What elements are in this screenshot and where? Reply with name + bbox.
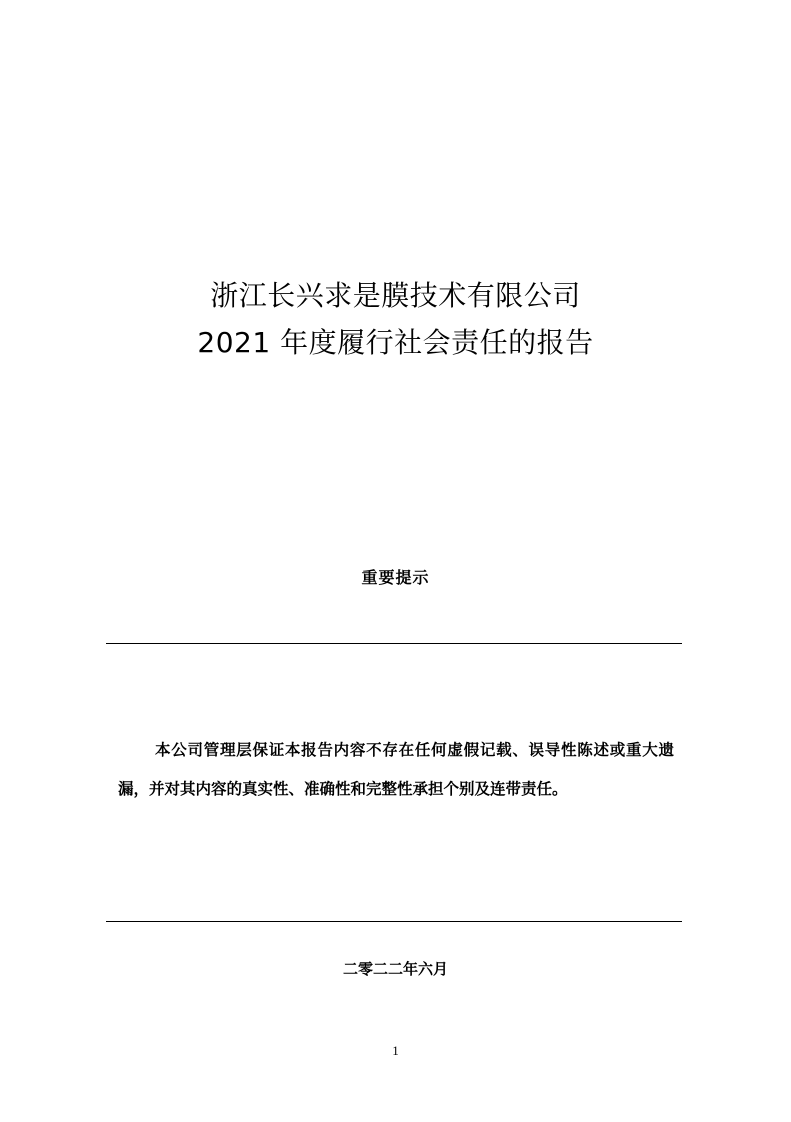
report-subtitle: 2021 年度履行社会责任的报告 bbox=[197, 326, 594, 359]
page-number: 1 bbox=[392, 1043, 399, 1058]
top-divider bbox=[106, 643, 682, 644]
report-date: 二零二二年六月 bbox=[342, 960, 448, 978]
bottom-divider bbox=[106, 921, 682, 922]
report-title bbox=[0, 272, 791, 366]
notice-heading: 重要提示 bbox=[361, 568, 430, 587]
disclaimer-statement: 本公司管理层保证本报告内容不存在任何虚假记载、误导性陈述或重大遗漏，并对其内容的真实性、准确性和完整性承担个别及连带责任。 bbox=[118, 740, 674, 798]
company-name-title: 浙江长兴求是膜技术有限公司 bbox=[210, 279, 581, 312]
